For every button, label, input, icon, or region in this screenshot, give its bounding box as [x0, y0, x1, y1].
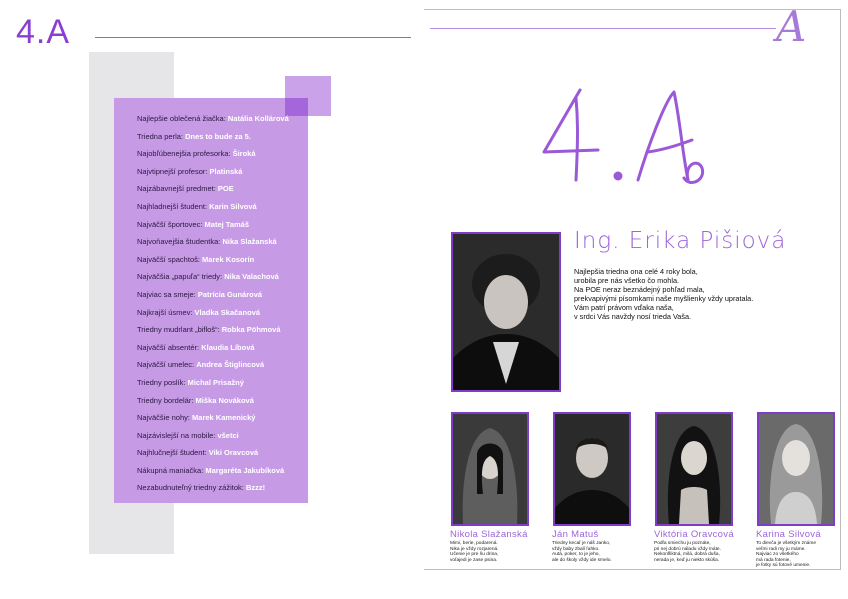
student-text-line: Nekonfliktná, milá, dobrá duša,	[654, 552, 720, 558]
student-text-line: je fotky sú fotové umenie.	[756, 563, 811, 569]
teacher-photo	[451, 232, 561, 392]
superlative-value: Margaréta Jakubíková	[205, 465, 285, 475]
superlative-item	[137, 462, 307, 480]
superlative-item	[137, 180, 307, 198]
superlative-value: Miška Nováková	[195, 395, 254, 405]
teacher-quote	[574, 267, 774, 321]
script-dot	[615, 173, 621, 179]
superlative-label: Najväčší umelec:	[137, 360, 195, 370]
superlative-item	[137, 145, 307, 163]
student-text	[654, 541, 740, 563]
quote-line: v srdci Vás navždy nosí trieda Vaša.	[574, 312, 692, 321]
superlative-label: Triedny mudrlant „bifloš“:	[137, 325, 220, 335]
quote-line: urobila pre nás všetko čo mohla.	[574, 276, 680, 285]
superlative-item	[137, 216, 307, 234]
superlative-value: Michal Prisažný	[187, 377, 244, 387]
superlative-label: Najkrajší úsmev:	[137, 307, 193, 317]
superlative-label: Triedny poslík:	[137, 377, 186, 387]
student-name: Viktória Oravcová	[654, 529, 734, 540]
superlative-label: Najväčší športovec:	[137, 219, 203, 229]
page-title: 4.A	[16, 13, 71, 51]
quote-line: Na POE neraz beznádejný pohľad mala,	[574, 285, 705, 294]
student-text-line: Mimi, berie, podarená.	[450, 541, 498, 546]
superlative-label: Triedna perla:	[137, 131, 183, 141]
superlative-item	[137, 374, 307, 392]
superlative-label: Najzávislejší na mobile:	[137, 430, 216, 440]
student-photo	[655, 412, 733, 526]
superlative-item	[137, 128, 307, 146]
superlative-item	[137, 110, 307, 128]
superlative-label: Najhladnejší študent:	[137, 201, 208, 211]
superlative-label: Najzábavnejší predmet:	[137, 184, 216, 194]
portrait-image	[453, 234, 559, 390]
student-text-line: Najviac zo všetkého	[756, 552, 799, 558]
superlative-value: Karin Silvová	[209, 201, 257, 211]
student-name: Nikola Slažanská	[450, 529, 528, 540]
student-text-line: Triedny kecaľ je náš Janko,	[552, 541, 611, 546]
superlative-item	[137, 268, 307, 286]
student-name: Ján Matuš	[552, 529, 599, 540]
superlative-value: Marek Kamenický	[192, 413, 256, 423]
student-photo	[451, 412, 529, 526]
student-text	[450, 541, 536, 563]
title-divider	[95, 37, 411, 38]
student-text	[756, 541, 842, 569]
student-text	[552, 541, 638, 563]
superlative-label: Najväčší absentér:	[137, 342, 200, 352]
superlative-value: Nika Valachová	[224, 272, 279, 282]
student-text-line: Učenie je pre ňu drina,	[450, 552, 499, 558]
header-divider	[430, 28, 776, 29]
superlative-value: Patrícia Gunárová	[197, 289, 263, 299]
superlative-label: Najviac sa smeje:	[137, 289, 196, 299]
superlative-value: Matej Tamáš	[204, 219, 250, 229]
student-text-line: má rada fotenie,	[756, 557, 791, 563]
student-text-line: Podľa smiechu ju poznáte,	[654, 541, 711, 546]
superlative-value: Klaudia Líbová	[201, 342, 255, 352]
superlative-value: Bzzz!	[245, 483, 266, 493]
student-text-line: ale do školy vždy ide smelo.	[552, 557, 612, 563]
superlative-value: Vladka Skačanová	[194, 307, 260, 317]
superlative-label: Najlepšie oblečená žiačka:	[137, 114, 226, 123]
superlative-item	[137, 427, 307, 445]
superlative-value: Marek Kosorín	[202, 254, 255, 264]
student-text-line: pri nej dobrú náladu vždy máte.	[654, 546, 721, 552]
superlative-label: Nezabudnuteľný triedny zážitok:	[137, 483, 244, 493]
student-text-line: Nika je vždy rozjarená.	[450, 546, 499, 552]
script-four	[544, 90, 598, 180]
student-photo	[553, 412, 631, 526]
corner-logo: A	[776, 2, 807, 51]
teacher-name: Ing. Erika Pišiová	[574, 228, 787, 254]
superlative-value: Viki Oravcová	[208, 448, 259, 458]
quote-line: Vám patrí právom vďaka naša,	[574, 303, 674, 312]
student-text-line: vždy baby zbalí ľahko.	[552, 546, 600, 552]
superlative-item	[137, 304, 307, 322]
superlative-item	[137, 409, 307, 427]
superlative-label: Najobľúbenejšia profesorka:	[137, 149, 231, 159]
quote-line: prekvapivými písomkami naše myšlienky vždy upratala.	[574, 294, 754, 303]
superlative-label: Najväčšie nohy:	[137, 413, 190, 423]
superlative-item	[137, 233, 307, 251]
superlative-value: Nika Slažanská	[222, 237, 277, 247]
superlative-item	[137, 286, 307, 304]
superlative-item	[137, 444, 307, 462]
superlative-label: Nákupná maniačka:	[137, 465, 204, 475]
superlative-item	[137, 479, 307, 497]
superlative-value: Široká	[232, 149, 256, 159]
superlative-item	[137, 339, 307, 357]
superlative-label: Triedny bordelár:	[137, 395, 194, 405]
script-a	[638, 92, 692, 180]
student-text-line: To dievča je všetkým známe	[756, 541, 816, 546]
superlative-value: Dnes to bude za 5.	[185, 131, 251, 141]
superlative-value: Natália Kollárová	[227, 114, 289, 123]
superlative-item	[137, 163, 307, 181]
superlative-label: Najhlučnejší študent:	[137, 448, 207, 458]
superlative-value: Robka Pöhmová	[221, 325, 281, 335]
student-text-line: veľmi radi my ju máme.	[756, 546, 806, 552]
superlative-value: všetci	[217, 430, 239, 440]
superlative-item	[137, 251, 307, 269]
superlative-item	[137, 321, 307, 339]
class-title-script	[538, 80, 718, 200]
superlative-value: POE	[217, 184, 234, 194]
superlative-label: Najvoňavejšia študentka:	[137, 237, 221, 247]
superlative-label: Najvtipnejší profesor:	[137, 166, 208, 176]
student-text-line: voľajedi je zase psina.	[450, 557, 498, 563]
student-photo	[757, 412, 835, 526]
student-name: Karina Silvová	[756, 529, 821, 540]
superlative-value: Platinská	[209, 166, 243, 176]
superlative-item	[137, 392, 307, 410]
superlative-label: Najväčší spachtoš:	[137, 254, 200, 264]
student-text-line: Autá, poker, to je jeho,	[552, 552, 600, 558]
superlative-item	[137, 356, 307, 374]
superlatives-list	[137, 110, 307, 497]
superlative-label: Najväčšia „papuľa“ triedy:	[137, 272, 223, 282]
student-text-line: nerada je, keď ju niekto skúša.	[654, 557, 720, 563]
quote-line: Najlepšia triedna ona celé 4 roky bola,	[574, 267, 698, 276]
superlative-value: Andrea Štiglincová	[196, 360, 265, 370]
superlative-item	[137, 198, 307, 216]
